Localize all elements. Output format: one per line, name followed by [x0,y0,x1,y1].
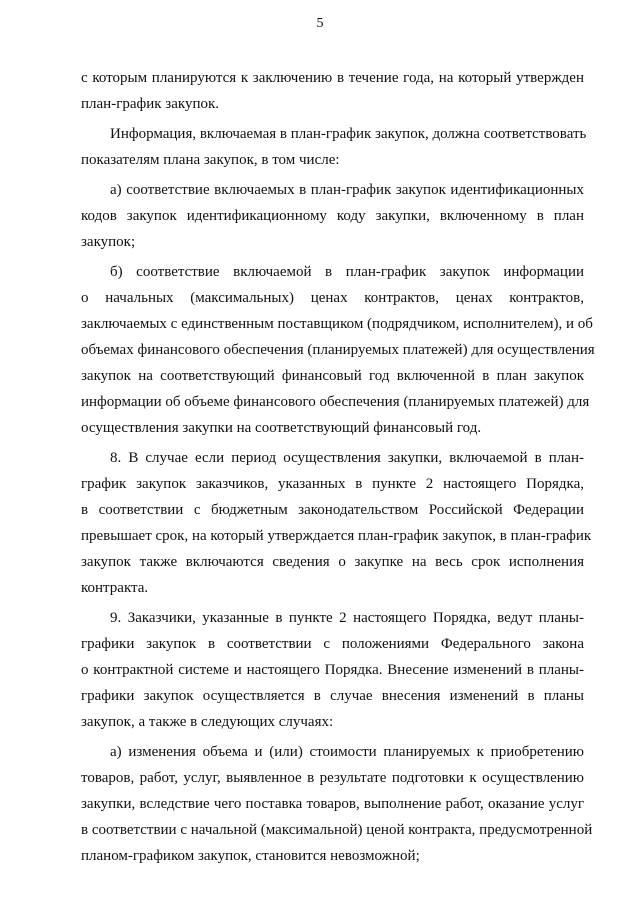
text-line: закупок, а также в следующих случаях: [81,714,334,730]
text-line: закупок также включаются сведения о закупке на весь срок исполнения [81,554,584,570]
text-line: осуществления закупки на соответствующий финансовый год. [81,420,482,436]
paragraph [81,605,584,735]
text-line: в соответствии с начальной (максимальной) ценой контракта, предусмотренной [81,822,593,838]
paragraph [81,121,587,173]
text-line: о контрактной системе и настоящего Порядка. Внесение изменений в планы- [81,662,584,678]
text-line: а) изменения объема и (или) стоимости планируемых к приобретению [110,744,584,760]
text-line: кодов закупок идентификационному коду закупки, включенному в план [81,208,584,224]
document-body [81,65,595,869]
text-line: графики закупок осуществляется в случае внесения изменений в планы [81,688,584,704]
text-line: показателям плана закупок, в том числе: [81,152,340,168]
text-line: о начальных (максимальных) ценах контрактов, ценах контрактов, [81,290,584,306]
text-line: план-график закупок. [81,96,220,112]
paragraph [81,259,595,441]
text-line: в соответствии с бюджетным законодательством Российской Федерации [81,502,584,518]
text-line: б) соответствие включаемой в план-график закупок информации [110,264,584,280]
page-number: 5 [316,16,324,31]
text-line: график закупок заказчиков, указанных в пункте 2 настоящего Порядка, [81,476,584,492]
text-line: заключаемых с единственным поставщиком (подрядчиком, исполнителем), и об [81,316,593,332]
text-line: а) соответствие включаемых в план-график закупок идентификационных [110,182,584,198]
text-line: графики закупок в соответствии с положениями Федерального закона [81,636,584,652]
text-line: объемах финансового обеспечения (планируемых платежей) для осуществления [81,342,595,358]
text-line: Информация, включаемая в план-график закупок, должна соответствовать [110,126,587,142]
text-line: превышает срок, на который утверждается план-график закупок, в план-график [81,528,592,544]
text-line: контракта. [81,580,149,596]
text-line: информации об объеме финансового обеспечения (планируемых платежей) для [81,394,590,410]
paragraph [81,177,584,255]
text-line: 9. Заказчики, указанные в пункте 2 настоящего Порядка, ведут планы- [110,610,584,626]
text-line: планом-графиком закупок, становится невозможной; [81,848,420,864]
text-line: закупок на соответствующий финансовый год включенной в план закупок [81,368,584,384]
paragraph [81,739,593,869]
text-line: с которым планируются к заключению в течение года, на который утвержден [81,70,584,86]
text-line: закупок; [81,234,136,250]
paragraph [81,445,592,601]
text-line: закупки, вследствие чего поставка товаров, выполнение работ, оказание услуг [81,796,584,812]
paragraph [81,65,584,117]
text-line: товаров, работ, услуг, выявленное в результате подготовки к осуществлению [81,770,584,786]
text-line: 8. В случае если период осуществления закупки, включаемой в план- [110,450,584,466]
